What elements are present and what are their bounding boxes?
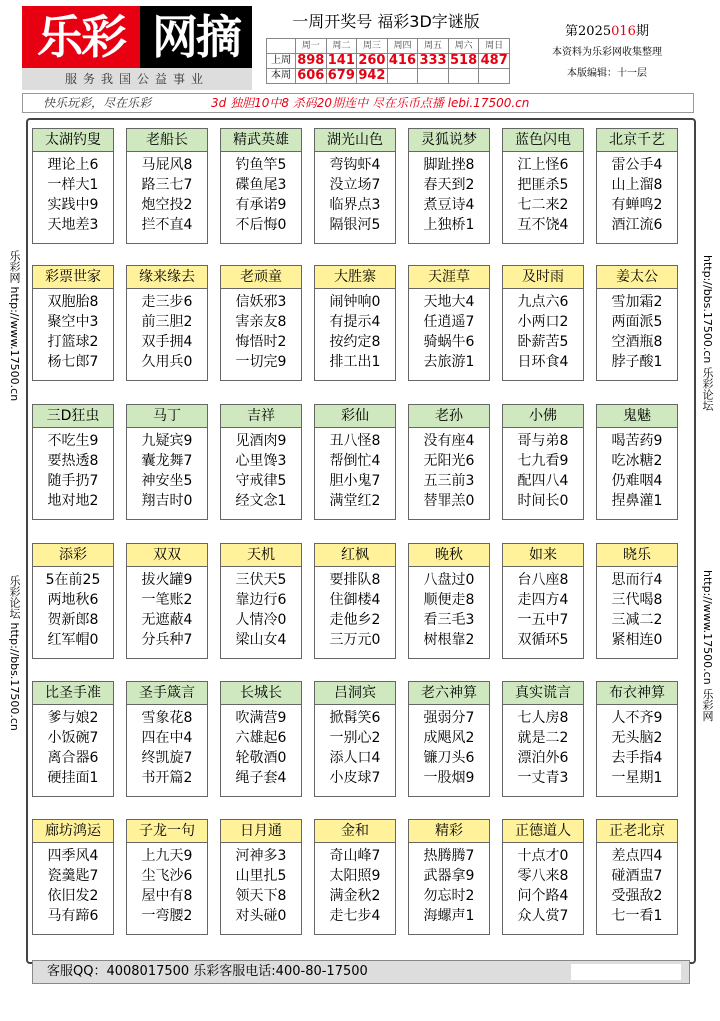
puzzle-card [502,681,584,797]
puzzle-line: 海螺声1 [423,908,475,924]
puzzle-line: 河神多3 [235,848,287,864]
puzzle-line: 五三前3 [423,473,475,489]
puzzle-card-title: 布衣神算 [597,682,677,705]
puzzle-card-title: 及时雨 [503,266,583,289]
puzzle-line: 靠边行6 [235,592,287,608]
puzzle-line: 添人口4 [329,750,381,766]
puzzle-card-title: 蓝色闪电 [503,129,583,152]
puzzle-line: 聚空中3 [47,314,99,330]
puzzle-line: 天地大4 [423,294,475,310]
draw-value: 141 [327,53,355,68]
puzzle-card [32,404,114,520]
puzzle-line: 一样大1 [47,177,99,193]
puzzle-line: 依旧发2 [47,888,99,904]
puzzle-card [596,128,678,244]
puzzle-card [126,128,208,244]
puzzle-line: 人情冷0 [235,612,287,628]
puzzle-line: 有提示4 [329,314,381,330]
puzzle-line: 替罪羔0 [423,493,475,509]
puzzle-line: 双循环5 [517,632,569,648]
puzzle-line: 强弱分7 [423,710,475,726]
puzzle-line: 仍难咽4 [611,473,663,489]
puzzle-line: 理论上6 [47,157,99,173]
puzzle-line: 红军帽0 [47,632,99,648]
puzzle-card-title: 金和 [315,820,395,843]
puzzle-line: 对头碰0 [235,908,287,924]
puzzle-line: 马有蹄6 [47,908,99,924]
puzzle-card-title: 吉祥 [221,405,301,428]
footer-bar [32,960,690,984]
puzzle-card-title: 日月通 [221,820,301,843]
puzzle-line: 丑八怪8 [329,433,381,449]
puzzle-line: 勿忘时2 [423,888,475,904]
puzzle-card [220,681,302,797]
editor-note: 本版编辑：十一层 [567,68,647,79]
slogan: 服务我国公益事业 [22,68,252,90]
puzzle-line: 走七步4 [329,908,381,924]
puzzle-line: 心里馋3 [235,453,287,469]
puzzle-card-title: 北京千艺 [597,129,677,152]
puzzle-card-title: 小佛 [503,405,583,428]
puzzle-line: 弯钩虾4 [329,157,381,173]
side-text-right-top: http://bbs.17500.cn 乐彩论坛 [701,255,714,411]
issue-number: 第2025016期 [565,24,649,39]
puzzle-line: 掀髯笑6 [329,710,381,726]
puzzle-line: 有承诺9 [235,197,287,213]
puzzle-line: 七一看1 [611,908,663,924]
puzzle-card [408,404,490,520]
puzzle-card [32,265,114,381]
puzzle-line: 见酒肉9 [235,433,287,449]
side-text-left-top: 乐彩网 http://www.17500.cn [8,250,21,402]
puzzle-line: 帮倒忙4 [329,453,381,469]
puzzle-line: 闹钟响0 [329,294,381,310]
puzzle-line: 小饭碗7 [47,730,99,746]
puzzle-line: 胆小鬼7 [329,473,381,489]
puzzle-card [32,543,114,659]
puzzle-line: 上九天9 [141,848,193,864]
puzzle-line: 吹满营9 [235,710,287,726]
puzzle-line: 脚趾挫8 [423,157,475,173]
puzzle-card-title: 天机 [221,544,301,567]
puzzle-line: 小皮球7 [329,770,381,786]
puzzle-card [596,404,678,520]
draw-value [479,69,510,84]
puzzle-line: 不吃生9 [47,433,99,449]
puzzle-line: 空酒瓶8 [611,334,663,350]
puzzle-card [408,681,490,797]
puzzle-line: 雷公手4 [611,157,663,173]
puzzle-line: 卧薪苦5 [517,334,569,350]
draw-value: 333 [419,53,447,68]
puzzle-card-title: 吕洞宾 [315,682,395,705]
puzzle-card-title: 彩仙 [315,405,395,428]
puzzle-line: 前三胆2 [141,314,193,330]
day-header: 周二 [326,39,357,54]
puzzle-line: 瓷羹匙7 [47,868,99,884]
puzzle-line: 镰刀头6 [423,750,475,766]
puzzle-card [314,404,396,520]
puzzle-line: 春天到2 [423,177,475,193]
puzzle-card-title: 正老北京 [597,820,677,843]
draw-results-table [266,38,510,84]
last-week-label: 上周 [267,54,296,69]
day-header: 周一 [296,39,327,54]
puzzle-line: 互不饶4 [517,217,569,233]
puzzle-card-title: 灵狐说梦 [409,129,489,152]
puzzle-card-title: 精彩 [409,820,489,843]
puzzle-card-title: 老顽童 [221,266,301,289]
puzzle-line: 一弯腰2 [141,908,193,924]
puzzle-line: 排工出1 [329,354,381,370]
puzzle-line: 众人赏7 [517,908,569,924]
puzzle-card-title: 三D狂虫 [33,405,113,428]
puzzle-line: 看三毛3 [423,612,475,628]
footer-blank-box [571,964,681,980]
puzzle-line: 分兵种7 [141,632,193,648]
puzzle-line: 酒江流6 [611,217,663,233]
puzzle-line: 树根靠2 [423,632,475,648]
puzzle-line: 上独桥1 [423,217,475,233]
puzzle-line: 绳子套4 [235,770,287,786]
puzzle-card-title: 廊坊鸿运 [33,820,113,843]
puzzle-line: 七二来2 [517,197,569,213]
puzzle-line: 走四方4 [517,592,569,608]
day-header: 周六 [448,39,479,54]
draw-value: 416 [388,53,417,68]
puzzle-card [314,819,396,935]
puzzle-line: 三代喝8 [611,592,663,608]
puzzle-line: 小两口2 [517,314,569,330]
puzzle-card-title: 缘来缘去 [127,266,207,289]
puzzle-line: 天地差3 [47,217,99,233]
puzzle-line: 马屁风8 [141,157,193,173]
puzzle-card [502,128,584,244]
puzzle-line: 一丈青3 [517,770,569,786]
side-text-left-bottom: 乐彩论坛 http://bbs.17500.cn [8,575,21,731]
puzzle-card [32,819,114,935]
puzzle-line: 三伏天5 [235,572,287,588]
puzzle-card-title: 长城长 [221,682,301,705]
puzzle-card [314,265,396,381]
puzzle-line: 台八座8 [517,572,569,588]
puzzle-line: 没有座4 [423,433,475,449]
puzzle-line: 武器拿9 [423,868,475,884]
puzzle-card-title: 彩票世家 [33,266,113,289]
puzzle-line: 双胞胎8 [47,294,99,310]
puzzle-line: 实践中9 [47,197,99,213]
draw-value [448,69,479,84]
puzzle-line: 硬挂面1 [47,770,99,786]
puzzle-line: 贺新郎8 [47,612,99,628]
puzzle-line: 满金秋2 [329,888,381,904]
puzzle-line: 隔银河5 [329,217,381,233]
puzzle-line: 一笔账2 [141,592,193,608]
puzzle-card-title: 马丁 [127,405,207,428]
puzzle-card [220,128,302,244]
puzzle-line: 屋中有8 [141,888,193,904]
puzzle-card-title: 如来 [503,544,583,567]
puzzle-card [408,543,490,659]
puzzle-line: 任逍遥7 [423,314,475,330]
puzzle-card-title: 晓乐 [597,544,677,567]
puzzle-card [596,543,678,659]
puzzle-card [126,265,208,381]
puzzle-line: 书开篇2 [141,770,193,786]
draw-value: 942 [358,68,386,83]
puzzle-line: 成飓风2 [423,730,475,746]
puzzle-line: 害亲友8 [235,314,287,330]
draw-value: 606 [297,68,325,83]
puzzle-line: 无头脑2 [611,730,663,746]
puzzle-card-title: 老六神算 [409,682,489,705]
puzzle-card [596,265,678,381]
puzzle-line: 有蝉鸣2 [611,197,663,213]
puzzle-card [220,404,302,520]
puzzle-line: 四在中4 [141,730,193,746]
puzzle-line: 三万元0 [329,632,381,648]
puzzle-line: 守戒律5 [235,473,287,489]
logo [22,6,252,68]
puzzle-line: 捏鼻灌1 [611,493,663,509]
puzzle-line: 悔悟时2 [235,334,287,350]
puzzle-card [126,404,208,520]
draw-value: 518 [450,53,478,68]
puzzle-line: 临界点3 [329,197,381,213]
puzzle-line: 七人房8 [517,710,569,726]
puzzle-line: 信妖邪3 [235,294,287,310]
puzzle-line: 无阳光6 [423,453,475,469]
puzzle-card-title: 红枫 [315,544,395,567]
puzzle-line: 七九看9 [517,453,569,469]
puzzle-line: 喝苦药9 [611,433,663,449]
puzzle-card [220,543,302,659]
logo-red-text: 乐彩 [22,6,140,68]
puzzle-line: 日环食4 [517,354,569,370]
puzzle-line: 不后悔0 [235,217,287,233]
puzzle-line: 要排队8 [329,572,381,588]
puzzle-card [502,404,584,520]
puzzle-line: 杨七郎7 [47,354,99,370]
puzzle-line: 按约定8 [329,334,381,350]
puzzle-line: 碰酒盅7 [611,868,663,884]
puzzle-card-title: 正德道人 [503,820,583,843]
puzzle-card-title: 老船长 [127,129,207,152]
puzzle-line: 拦不直4 [141,217,193,233]
puzzle-line: 九疑宾9 [141,433,193,449]
puzzle-line: 翔吉时0 [141,493,193,509]
puzzle-line: 奇山峰7 [329,848,381,864]
puzzle-card-title: 添彩 [33,544,113,567]
puzzle-card [220,819,302,935]
puzzle-line: 地对地2 [47,493,99,509]
puzzle-line: 囊龙舞7 [141,453,193,469]
draw-value: 260 [358,53,386,68]
puzzle-line: 经文念1 [235,493,287,509]
puzzle-line: 去手指4 [611,750,663,766]
puzzle-card-title: 双双 [127,544,207,567]
puzzle-line: 十点才0 [517,848,569,864]
puzzle-line: 人不齐9 [611,710,663,726]
puzzle-line: 雪象花8 [141,710,193,726]
puzzle-line: 神安坐5 [141,473,193,489]
puzzle-line: 走他乡2 [329,612,381,628]
puzzle-line: 脖子酸1 [611,354,663,370]
puzzle-line: 一星期1 [611,770,663,786]
puzzle-line: 满堂红2 [329,493,381,509]
puzzle-line: 一切完9 [235,354,287,370]
footer-contact: 客服QQ：4008017500 乐彩客服电话:400-80-17500 [47,964,368,979]
puzzle-line: 爹与娘2 [47,710,99,726]
puzzle-card-title: 圣手箴言 [127,682,207,705]
puzzle-line: 梁山女4 [235,632,287,648]
puzzle-line: 八盘过0 [423,572,475,588]
puzzle-card [596,819,678,935]
puzzle-line: 双手拥4 [141,334,193,350]
puzzle-line: 轮敬酒0 [235,750,287,766]
puzzle-card-title: 姜太公 [597,266,677,289]
puzzle-line: 六雄起6 [235,730,287,746]
puzzle-line: 尘飞沙6 [141,868,193,884]
puzzle-line: 思而行4 [611,572,663,588]
puzzle-line: 四季风4 [47,848,99,864]
puzzle-card [314,681,396,797]
puzzle-card [502,265,584,381]
draw-value: 898 [297,53,325,68]
draw-value: 679 [327,68,355,83]
puzzle-card [408,128,490,244]
puzzle-line: 吃冰糖2 [611,453,663,469]
day-header: 周四 [387,39,418,54]
this-week-label: 本周 [267,69,296,84]
puzzle-line: 配四八4 [517,473,569,489]
logo-black-text: 网摘 [140,6,252,68]
puzzle-line: 两面派5 [611,314,663,330]
puzzle-card [314,543,396,659]
puzzle-card [126,819,208,935]
puzzle-line: 终凯旋7 [141,750,193,766]
puzzle-line: 久用兵0 [141,354,193,370]
day-header: 周五 [418,39,449,54]
puzzle-line: 紧相连0 [611,632,663,648]
puzzle-line: 漂泊外6 [517,750,569,766]
puzzle-card-title: 子龙一句 [127,820,207,843]
puzzle-card [502,543,584,659]
puzzle-line: 骑蜗牛6 [423,334,475,350]
puzzle-card [32,128,114,244]
puzzle-card-title: 天涯草 [409,266,489,289]
puzzle-card [408,265,490,381]
puzzle-line: 差点四4 [611,848,663,864]
puzzle-card [126,681,208,797]
puzzle-line: 太阳照9 [329,868,381,884]
puzzle-line: 哥与弟8 [517,433,569,449]
puzzle-line: 煮豆诗4 [423,197,475,213]
day-header: 周三 [357,39,388,54]
puzzle-line: 雪加霜2 [611,294,663,310]
puzzle-line: 住御楼4 [329,592,381,608]
puzzle-card-title: 比圣手准 [33,682,113,705]
puzzle-card-title: 鬼魅 [597,405,677,428]
puzzle-line: 江上怪6 [517,157,569,173]
puzzle-line: 炮空投2 [141,197,193,213]
issue-box [522,8,692,88]
puzzle-card [220,265,302,381]
puzzle-card [408,819,490,935]
day-header: 周日 [479,39,510,54]
puzzle-card-title: 老孙 [409,405,489,428]
puzzle-line: 一别心2 [329,730,381,746]
puzzle-line: 两地秋6 [47,592,99,608]
puzzle-line: 问个路4 [517,888,569,904]
puzzle-line: 无遮蔽4 [141,612,193,628]
puzzle-line: 山上溜8 [611,177,663,193]
puzzle-card [314,128,396,244]
puzzle-line: 一五中7 [517,612,569,628]
puzzle-line: 路三七7 [141,177,193,193]
puzzle-line: 随手扔7 [47,473,99,489]
puzzle-card-title: 真实谎言 [503,682,583,705]
collect-note: 本资料为乐彩网收集整理 [552,47,662,58]
puzzle-line: 去旅游1 [423,354,475,370]
puzzle-card-title: 太湖钓叟 [33,129,113,152]
puzzle-line: 要热透8 [47,453,99,469]
puzzle-line: 拔火罐9 [141,572,193,588]
side-text-right-bottom: http://www.17500.cn 乐彩网 [701,570,714,722]
puzzle-card-title: 晚秋 [409,544,489,567]
tagline-bar [22,93,694,113]
puzzle-line: 就是二2 [517,730,569,746]
draw-value [387,69,418,84]
puzzle-line: 没立场7 [329,177,381,193]
puzzle-line: 领天下8 [235,888,287,904]
tagline-right: 3d 独胆10中8 杀码20期连中 尽在乐币点播 lebi.17500.cn [211,96,530,110]
puzzle-card [596,681,678,797]
puzzle-line: 时间长0 [517,493,569,509]
puzzle-line: 5在前25 [45,572,101,588]
puzzle-line: 离合器6 [47,750,99,766]
puzzle-line: 山里扎5 [235,868,287,884]
puzzle-line: 打篮球2 [47,334,99,350]
puzzle-card-title: 湖光山色 [315,129,395,152]
puzzle-line: 九点六6 [517,294,569,310]
puzzle-card [32,681,114,797]
puzzle-line: 三减二2 [611,612,663,628]
puzzle-line: 受强敌2 [611,888,663,904]
puzzle-line: 一股烟9 [423,770,475,786]
puzzle-line: 零八来8 [517,868,569,884]
draw-value: 487 [480,53,508,68]
puzzle-line: 顺便走8 [423,592,475,608]
header-title: 一周开奖号 福彩3D字谜版 [292,12,480,31]
puzzle-line: 热腾腾7 [423,848,475,864]
puzzle-line: 走三步6 [141,294,193,310]
puzzle-line: 把匪杀5 [517,177,569,193]
draw-value [418,69,449,84]
puzzle-line: 碟鱼尾3 [235,177,287,193]
puzzle-line: 钓鱼竿5 [235,157,287,173]
tagline-left: 快乐玩彩，尽在乐彩 [43,96,152,110]
puzzle-card-title: 大胜寨 [315,266,395,289]
puzzle-card-title: 精武英雄 [221,129,301,152]
puzzle-card [126,543,208,659]
puzzle-card [502,819,584,935]
